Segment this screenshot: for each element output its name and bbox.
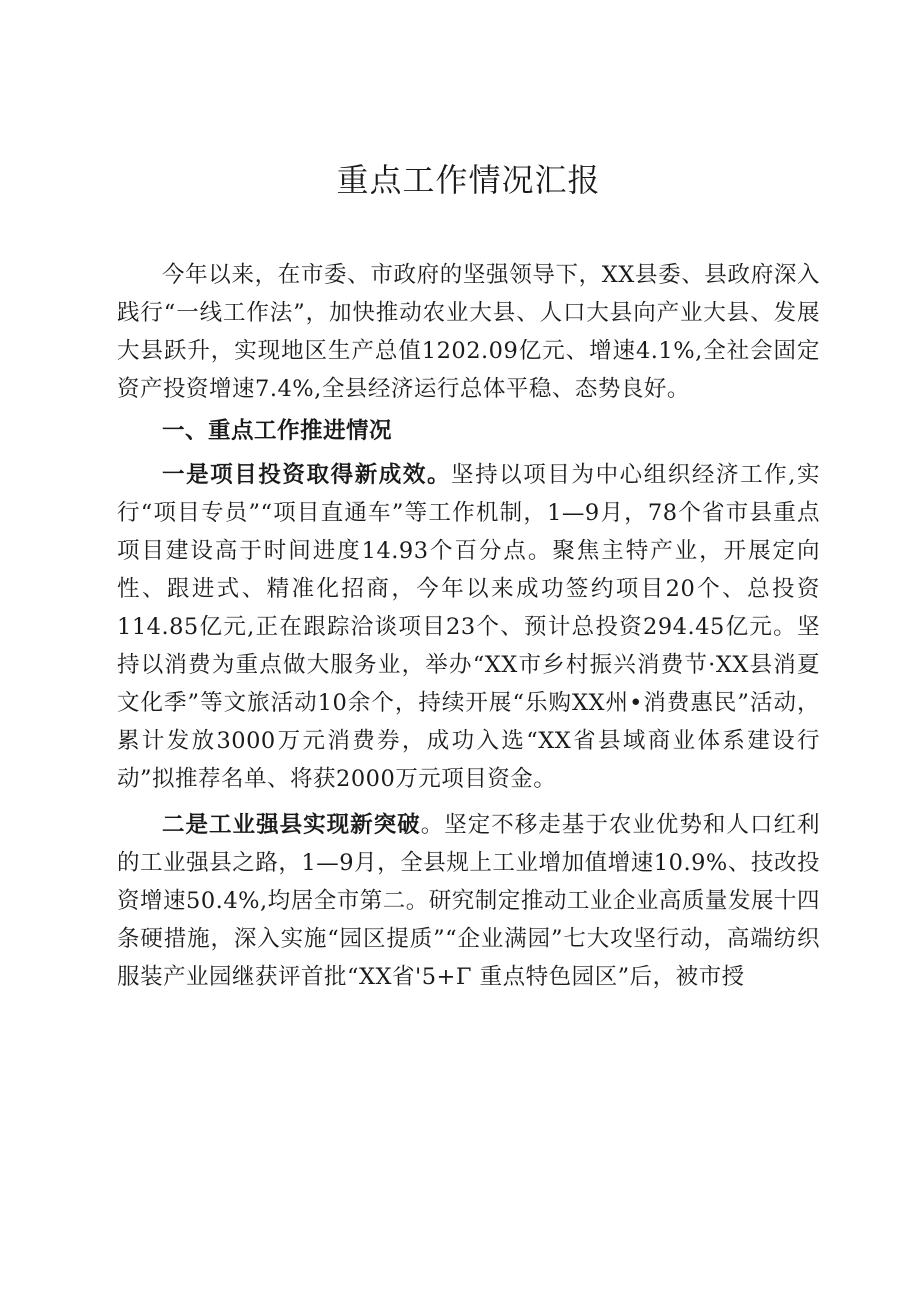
document-body (117, 256, 820, 996)
paragraph-text: 坚持以项目为中心组织经济工作,实行“项目专员”“项目直通车”等工作机制，1—9月，78个省市县重点项目建设高于时间进度14.93个百分点。聚焦主特产业，开展定向性、跟进式、精准化招商，今年以来成功签约项目20个、总投资114.85亿元,正在跟踪洽谈项目23个、预计总投资294.45亿元。坚持以消费为重点做大服务业，举办“XX市乡村振兴消费节·XX县消夏文化季”等文旅活动10余个，持续开展“乐购XX州•消费惠民”活动，累计发放3000万元消费券，成功入选“XX省县域商业体系建设行动”拟推荐名单、将获2000万元项目资金。 (117, 462, 820, 792)
paragraph-lead: 一是项目投资取得新成效。 (162, 462, 452, 488)
paragraph-project-investment (117, 456, 820, 798)
paragraph-lead: 二是工业强县实现新突破 (162, 812, 421, 838)
document-title: 重点工作情况汇报 (336, 161, 601, 199)
paragraph-text: 。坚定不移走基于农业优势和人口红利的工业强县之路，1—9月，全县规上工业增加值增速10.9%、技改投资增速50.4%,均居全市第二。研究制定推动工业企业高质量发展十四条硬措施，深入实施“园区提质”“企业满园”七大攻坚行动，高端纺织服装产业园继获评首批“XX省'5+Γ 重点特色园区”后，被市授 (117, 812, 820, 990)
section-heading: 一、重点工作推进情况 (162, 418, 393, 444)
intro-paragraph: 今年以来，在市委、市政府的坚强领导下，XX县委、县政府深入践行“一线工作法”，加快推动农业大县、人口大县向产业大县、发展大县跃升，实现地区生产总值1202.09亿元、增速4.1%,全社会固定资产投资增速7.4%,全县经济运行总体平稳、态势良好。 (117, 262, 820, 402)
paragraph-industry (117, 806, 820, 996)
